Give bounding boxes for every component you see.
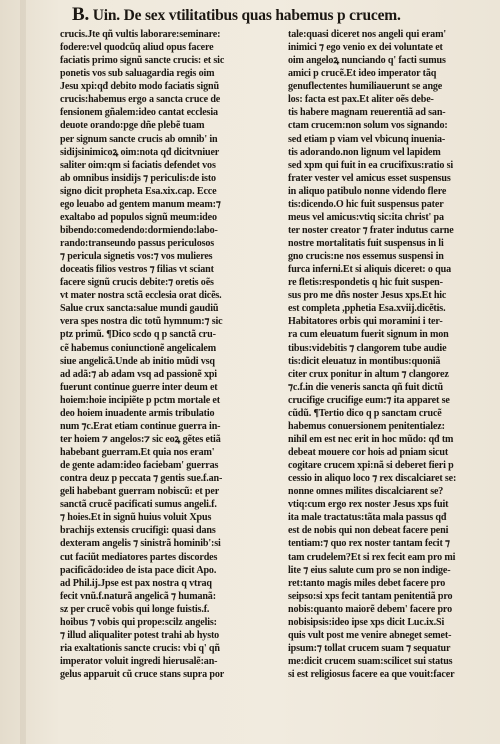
right-column-line: frater vester vel amicus esset suspensus	[288, 172, 451, 184]
right-column-line: nobis:quanto maiorẽ debem' facere pro	[288, 603, 452, 615]
signature-mark: B.	[72, 4, 90, 25]
left-column-line: vt mater nostra sctã ecclesia orat dicẽs.	[60, 290, 222, 302]
running-header	[72, 4, 492, 26]
left-column-line: Jesu xpi:qđ debito modo faciatis signũ	[60, 81, 219, 93]
right-column-line: ⁊c.f.in die veneris sancta qñ fuit dictũ	[288, 381, 443, 393]
left-column-line: ad adã:⁊ ab adam vsq ad passionẽ xpi	[60, 368, 217, 380]
left-column-line: signo dicit propheta Esa.xix.cap. Ecce	[60, 185, 217, 197]
left-column-line: deuote orando:pge dñe plebẽ tuam	[60, 120, 205, 132]
left-column-line: saliter oim:qm si faciatis defendet vos	[60, 159, 216, 171]
right-column-line: tentiam:⁊ quo rex noster tantam fecit ⁊	[288, 538, 450, 550]
left-column-line: sanctã crucẽ pacificati sumus angeli.f.	[60, 499, 217, 511]
left-column-line: ria exaltationis sancte crucis: vbi q' qñ	[60, 642, 220, 654]
left-column-line: ab omnibus insidijs ⁊ periculis:de isto	[60, 172, 216, 184]
left-column-line: contra deuz p peccata ⁊ gentis sue.f.an-	[60, 473, 223, 485]
left-column-line: per signum sancte crucis ab omnib' in	[60, 133, 218, 145]
left-column-line: de gente adam:ideo faciebam' guerras	[60, 460, 219, 472]
right-column-line: amici p crucẽ.Et ideo imperator tãq	[288, 68, 437, 80]
right-column-line: habemus conuersionem penitentialez:	[288, 420, 445, 432]
left-column-line: hoibus ⁊ vobis qui prope:scilz angelis:	[60, 616, 217, 628]
left-column-line: ptz primũ. ¶Dico scdo q p sanctã cru-	[60, 329, 216, 341]
right-column-line: ita male tractatus:tãta mala passus qđ	[288, 512, 447, 524]
left-column-line: ⁊ illud aliqualiter potest trahi ab hysto	[60, 629, 220, 641]
right-column-line: Habitatores orbis qui moramini i ter-	[288, 316, 443, 328]
right-column-line: cũdũ. ¶Tertio dico q p sanctam crucẽ	[288, 407, 442, 419]
right-column-line: me:dicit crucem suam:scilicet sui status	[288, 656, 453, 667]
left-column-line: ego leuabo ad gentem manum meam:⁊	[60, 198, 221, 210]
right-column-line: nonne omnes milites discalciarent se?	[288, 486, 444, 498]
right-column-line: re fletis:respondetis q hic fuit suspen-	[288, 277, 443, 289]
left-column-line: ⁊ pericula signetis vos:⁊ vos mulieres	[60, 251, 213, 263]
right-column-line: in aliquo patibulo nonne videndo flere	[288, 185, 447, 197]
left-column-line: siue angelicã.Unde ab initio mũdi vsq	[60, 355, 215, 367]
left-column-line: exaltabo ad populos signũ meum:ideo	[60, 211, 217, 223]
right-column-line: ipsum:⁊ tollat crucem suam ⁊ sequatur	[288, 642, 451, 654]
right-column-line: furca inferni.Et si aliquis diceret: o qua	[288, 264, 451, 276]
page-gutter-shadow	[20, 0, 26, 744]
right-column-line: seipso:si xps fecit tantam penitentiã pro	[288, 590, 453, 602]
left-column-line: brachijs extensis crucifigi: quasi dans	[60, 525, 216, 537]
left-column-line: ponetis vos sub saluagardia regis oim	[60, 68, 215, 80]
left-column-line: pacificãdo:ideo de ista pace dicit Apo.	[60, 564, 217, 576]
right-column-line: crucifige crucifige eum:⁊ ita apparet se	[288, 394, 450, 406]
right-column-line: meus vel amicus:vtiq sic:ita christ' pa	[288, 211, 444, 223]
right-column-line: sus pro me dñs noster Jesus xps.Et hic	[288, 290, 447, 302]
right-column-line: tis:dicit eleuatuz in montibus:quoniã	[288, 355, 441, 367]
left-column-line: fodere:vel quodcũq aliud opus facere	[60, 42, 214, 54]
left-column-line: Salue crux sancta:salue mundi gaudiũ	[60, 303, 219, 315]
right-column-line: tibus:videbitis ⁊ clangorem tube audie	[288, 342, 447, 354]
left-column-line: deo hoiem inuadente armis tribulatio	[60, 407, 215, 419]
right-text-column	[288, 28, 497, 740]
left-column-line: bibendo:comedendo:dormiendo:labo-	[60, 224, 218, 236]
right-column-line: cogitare crucem xpi:nã si deberet fieri p	[288, 460, 454, 472]
left-column-line: dexteram angelis ⁊ sinistrã hominib':si	[60, 538, 221, 550]
right-column-line: lite ⁊ eius salute cum pro se non indige-	[288, 564, 451, 576]
left-column-line: fecit vnũ.f.naturã angelicã ⁊ humanã:	[60, 590, 216, 602]
left-column-line: cut faciũt mediatores partes discordes	[60, 551, 218, 563]
right-column-line: ctam crucem:non solum vos signando:	[288, 120, 448, 132]
right-column-line: nihil em est nec erit in hoc mũdo: qđ tm	[288, 433, 454, 445]
left-column-line: hoiem:hoie incipiẽte p pctm mortale et	[60, 394, 220, 406]
right-column-line: est completa ,pphetia Esa.xviij.dicẽtis.	[288, 303, 446, 315]
chapter-title: De sex vtilitatibus quas habemus p crucem.	[123, 7, 401, 24]
left-column-line: geli habebant guerram nobiscũ: et per	[60, 486, 220, 498]
right-column-line: tis:dicendo.O hic fuit suspensus pater	[288, 198, 444, 210]
left-column-line: fuerunt continue guerre inter deum et	[60, 381, 218, 393]
left-column-line: ter hoiem ⁊ angelos:⁊ sic eoꝝ gẽtes etiã	[60, 433, 221, 445]
right-column-line: debeat mouere cor hois ad pniam sicut	[288, 447, 449, 458]
right-column-line: sed etiam p viam vel vbicunq inuenia-	[288, 133, 446, 145]
left-column-line: sz per crucẽ vobis qui longe fuistis.f.	[60, 603, 210, 615]
left-column-line: num ⁊c.Erat etiam continue guerra in-	[60, 420, 221, 432]
left-column-line: doceatis filios vestros ⁊ filias vt sciant	[60, 264, 214, 276]
left-column-line: fensionem gñalem:ideo cantat ecclesia	[60, 107, 218, 119]
right-column-line: tale:quasi diceret nos angeli qui eram'	[288, 29, 446, 40]
right-column-line: tis adorando.non lignum vel lapidem	[288, 146, 441, 158]
right-column-line: ret:tanto magis miles debet facere pro	[288, 577, 446, 589]
left-column-line: ⁊ hoies.Et in signũ huius voluit Xpus	[60, 512, 212, 524]
right-column-line: vtiq:cum ergo rex noster Jesus xps fuit	[288, 499, 449, 511]
right-column-line: oim angeloꝝ nunciando q' facti sumus	[288, 55, 446, 67]
section-label: Uin.	[92, 7, 120, 24]
right-column-line: ter noster creator ⁊ frater indutus carne	[288, 224, 454, 236]
left-column-line: facere signũ crucis debite:⁊ oretis oẽs	[60, 277, 214, 289]
right-column-line: si est religiosus facere ea que vouit:facer	[288, 669, 455, 681]
right-column-line: sed xpm qui fuit in ea crucifixus:ratio si	[288, 159, 454, 171]
right-column-line: est de nobis qui non debeat facere peni	[288, 525, 449, 537]
left-column-line: gelus apparuit cũ cruce stans supra por	[60, 669, 225, 681]
left-column-line: rando:transeundo passus periculosos	[60, 238, 215, 249]
left-column-line: crucis.Jte qñ vultis laborare:seminare:	[60, 29, 221, 40]
left-text-column	[60, 28, 269, 740]
left-column-line: sidijsinimicoꝝ oim:nota qđ dicitvniuer	[60, 146, 220, 158]
left-column-line: faciatis primo signũ sancte crucis: et sic	[60, 55, 225, 67]
right-column-line: tam crudelem?Et si rex fecit eam pro mi	[288, 551, 456, 563]
right-column-line: citer crux ponitur in altum ⁊ clangorez	[288, 368, 449, 380]
right-column-line: cessio in aliquo loco ⁊ rex discalciaret se:	[288, 473, 457, 485]
left-column-line: cẽ habemus coniunctionẽ angelicalem	[60, 342, 216, 354]
right-column-line: nostre mortalitatis fuit suspensus in li	[288, 238, 444, 249]
right-column-line: quis vult post me venire abneget semet-	[288, 629, 452, 641]
right-column-line: los: facta est pax.Et aliter oẽs debe-	[288, 94, 434, 106]
right-column-line: nobisipsis:ideo ipse xps dicit Luc.ix.Si	[288, 616, 445, 628]
left-column-line: imperator voluit ingredi hierusalẽ:an-	[60, 656, 218, 667]
right-column-line: tis habere magnam reuerentiã ad san-	[288, 107, 446, 119]
right-column-line: genuflectentes humiliauerunt se ange	[288, 81, 443, 93]
left-column-line: crucis:habemus ergo a sancta cruce de	[60, 94, 221, 106]
left-column-line: ad Phil.ij.Jpse est pax nostra q vtraq	[60, 577, 212, 589]
left-column-line: habebant guerram.Et quia nos eram'	[60, 447, 215, 458]
left-column-line: vera spes nostra dic totũ hymnum:⁊ sic	[60, 316, 223, 328]
right-column-line: gno crucis:ne nos essemus suspensi in	[288, 251, 444, 263]
right-column-line: inimici ⁊ ego venio ex dei voluntate et	[288, 42, 443, 54]
right-column-line: ra cum eleuatum fuerit signum in mon	[288, 329, 449, 341]
